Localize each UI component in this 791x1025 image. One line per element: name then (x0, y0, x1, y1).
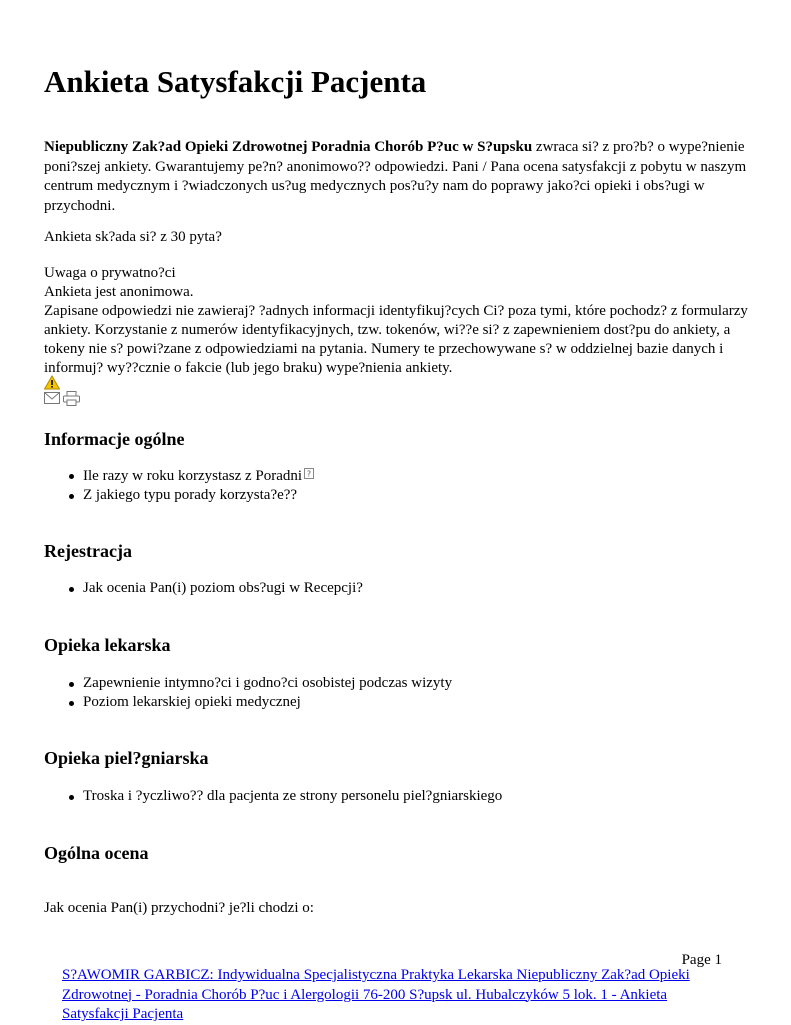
question-item[interactable]: Ile razy w roku korzystasz z Poradni ? (44, 466, 314, 486)
section-title-registration: Rejestracja (44, 541, 132, 561)
email-icon[interactable] (44, 391, 60, 411)
question-item[interactable]: Jak ocenia Pan(i) poziom obs?ugi w Recepcji? (44, 579, 363, 598)
privacy-line-anonymous: Ankieta jest anonimowa. (44, 284, 194, 300)
svg-text:?: ? (306, 469, 312, 479)
privacy-line-details: Zapisane odpowiedzi nie zawieraj? ?adnych informacji identyfikuj?cych Ci? poza tymi, które pochodz? z formularzy ankiety. Korzystanie z numerów identyfikacyjnych, tzw. tokenów, wi??e si? z zapewnieniem dost?pu do ankiety, a tokeny nie s? powi?zane z odpowiedziami na pytania. Numery te przechowywane s? w oddzielnej bazie danych i informuj? wy??cznie o fakcie (lub jego braku) wype?nienia ankiety. (44, 303, 748, 376)
question-list-medical (44, 674, 452, 712)
section-title-overall: Ogólna ocena (44, 843, 149, 863)
footer-link[interactable]: S?AWOMIR GARBICZ: Indywidualna Specjalistyczna Praktyka Lekarska Niepubliczny Zak?ad Opieki Zdrowotnej - Poradnia Chorób P?uc i Alergologii 76-200 S?upsk ul. Hubalczyków 5 lok. 1 - Ankieta Satysfakcji Pacjenta (62, 967, 690, 1022)
question-item[interactable]: Poziom lekarskiej opieki medycznej (44, 693, 452, 712)
clinic-name: Niepubliczny Zak?ad Opieki Zdrowotnej Poradnia Chorób P?uc w S?upsku (44, 139, 533, 155)
page-title: Ankieta Satysfakcji Pacjenta (44, 64, 427, 99)
question-count: Ankieta sk?ada si? z 30 pyta? (44, 229, 222, 245)
section-title-general: Informacje ogólne (44, 429, 185, 449)
intro-text: zwraca si? z pro?b? o wype?nienie poni?szej ankiety. Gwarantujemy pe?n? anonimowo?? odpowiedzi. Pani / Pana ocena satysfakcji z pobytu w naszym centrum medycznym i ?wiadczonych us?ug medycznych pos?u?y nam do poprawy jako?ci opieki i obs?ugi w przychodni. (44, 139, 747, 214)
overall-question: Jak ocenia Pan(i) przychodni? je?li chodzi o: (44, 900, 314, 916)
question-item[interactable]: Zapewnienie intymno?ci i godno?ci osobistej podczas wizyty (44, 674, 452, 693)
question-list-registration (44, 579, 363, 598)
section-title-medical: Opieka lekarska (44, 635, 171, 655)
section-title-nursing: Opieka piel?gniarska (44, 748, 209, 768)
print-icon[interactable] (63, 391, 80, 411)
question-item[interactable]: Troska i ?yczliwo?? dla pacjenta ze strony personelu piel?gniarskiego (44, 787, 502, 806)
question-item[interactable]: Z jakiego typu porady korzysta?e?? (44, 486, 314, 505)
privacy-heading: Uwaga o prywatno?ci (44, 265, 176, 281)
question-list-general (44, 466, 314, 505)
share-icons (44, 391, 80, 411)
page-number: Page 1 (681, 952, 722, 968)
help-icon[interactable] (304, 466, 314, 485)
privacy-notice (44, 264, 756, 378)
question-list-nursing (44, 787, 502, 806)
intro-paragraph (44, 138, 756, 216)
